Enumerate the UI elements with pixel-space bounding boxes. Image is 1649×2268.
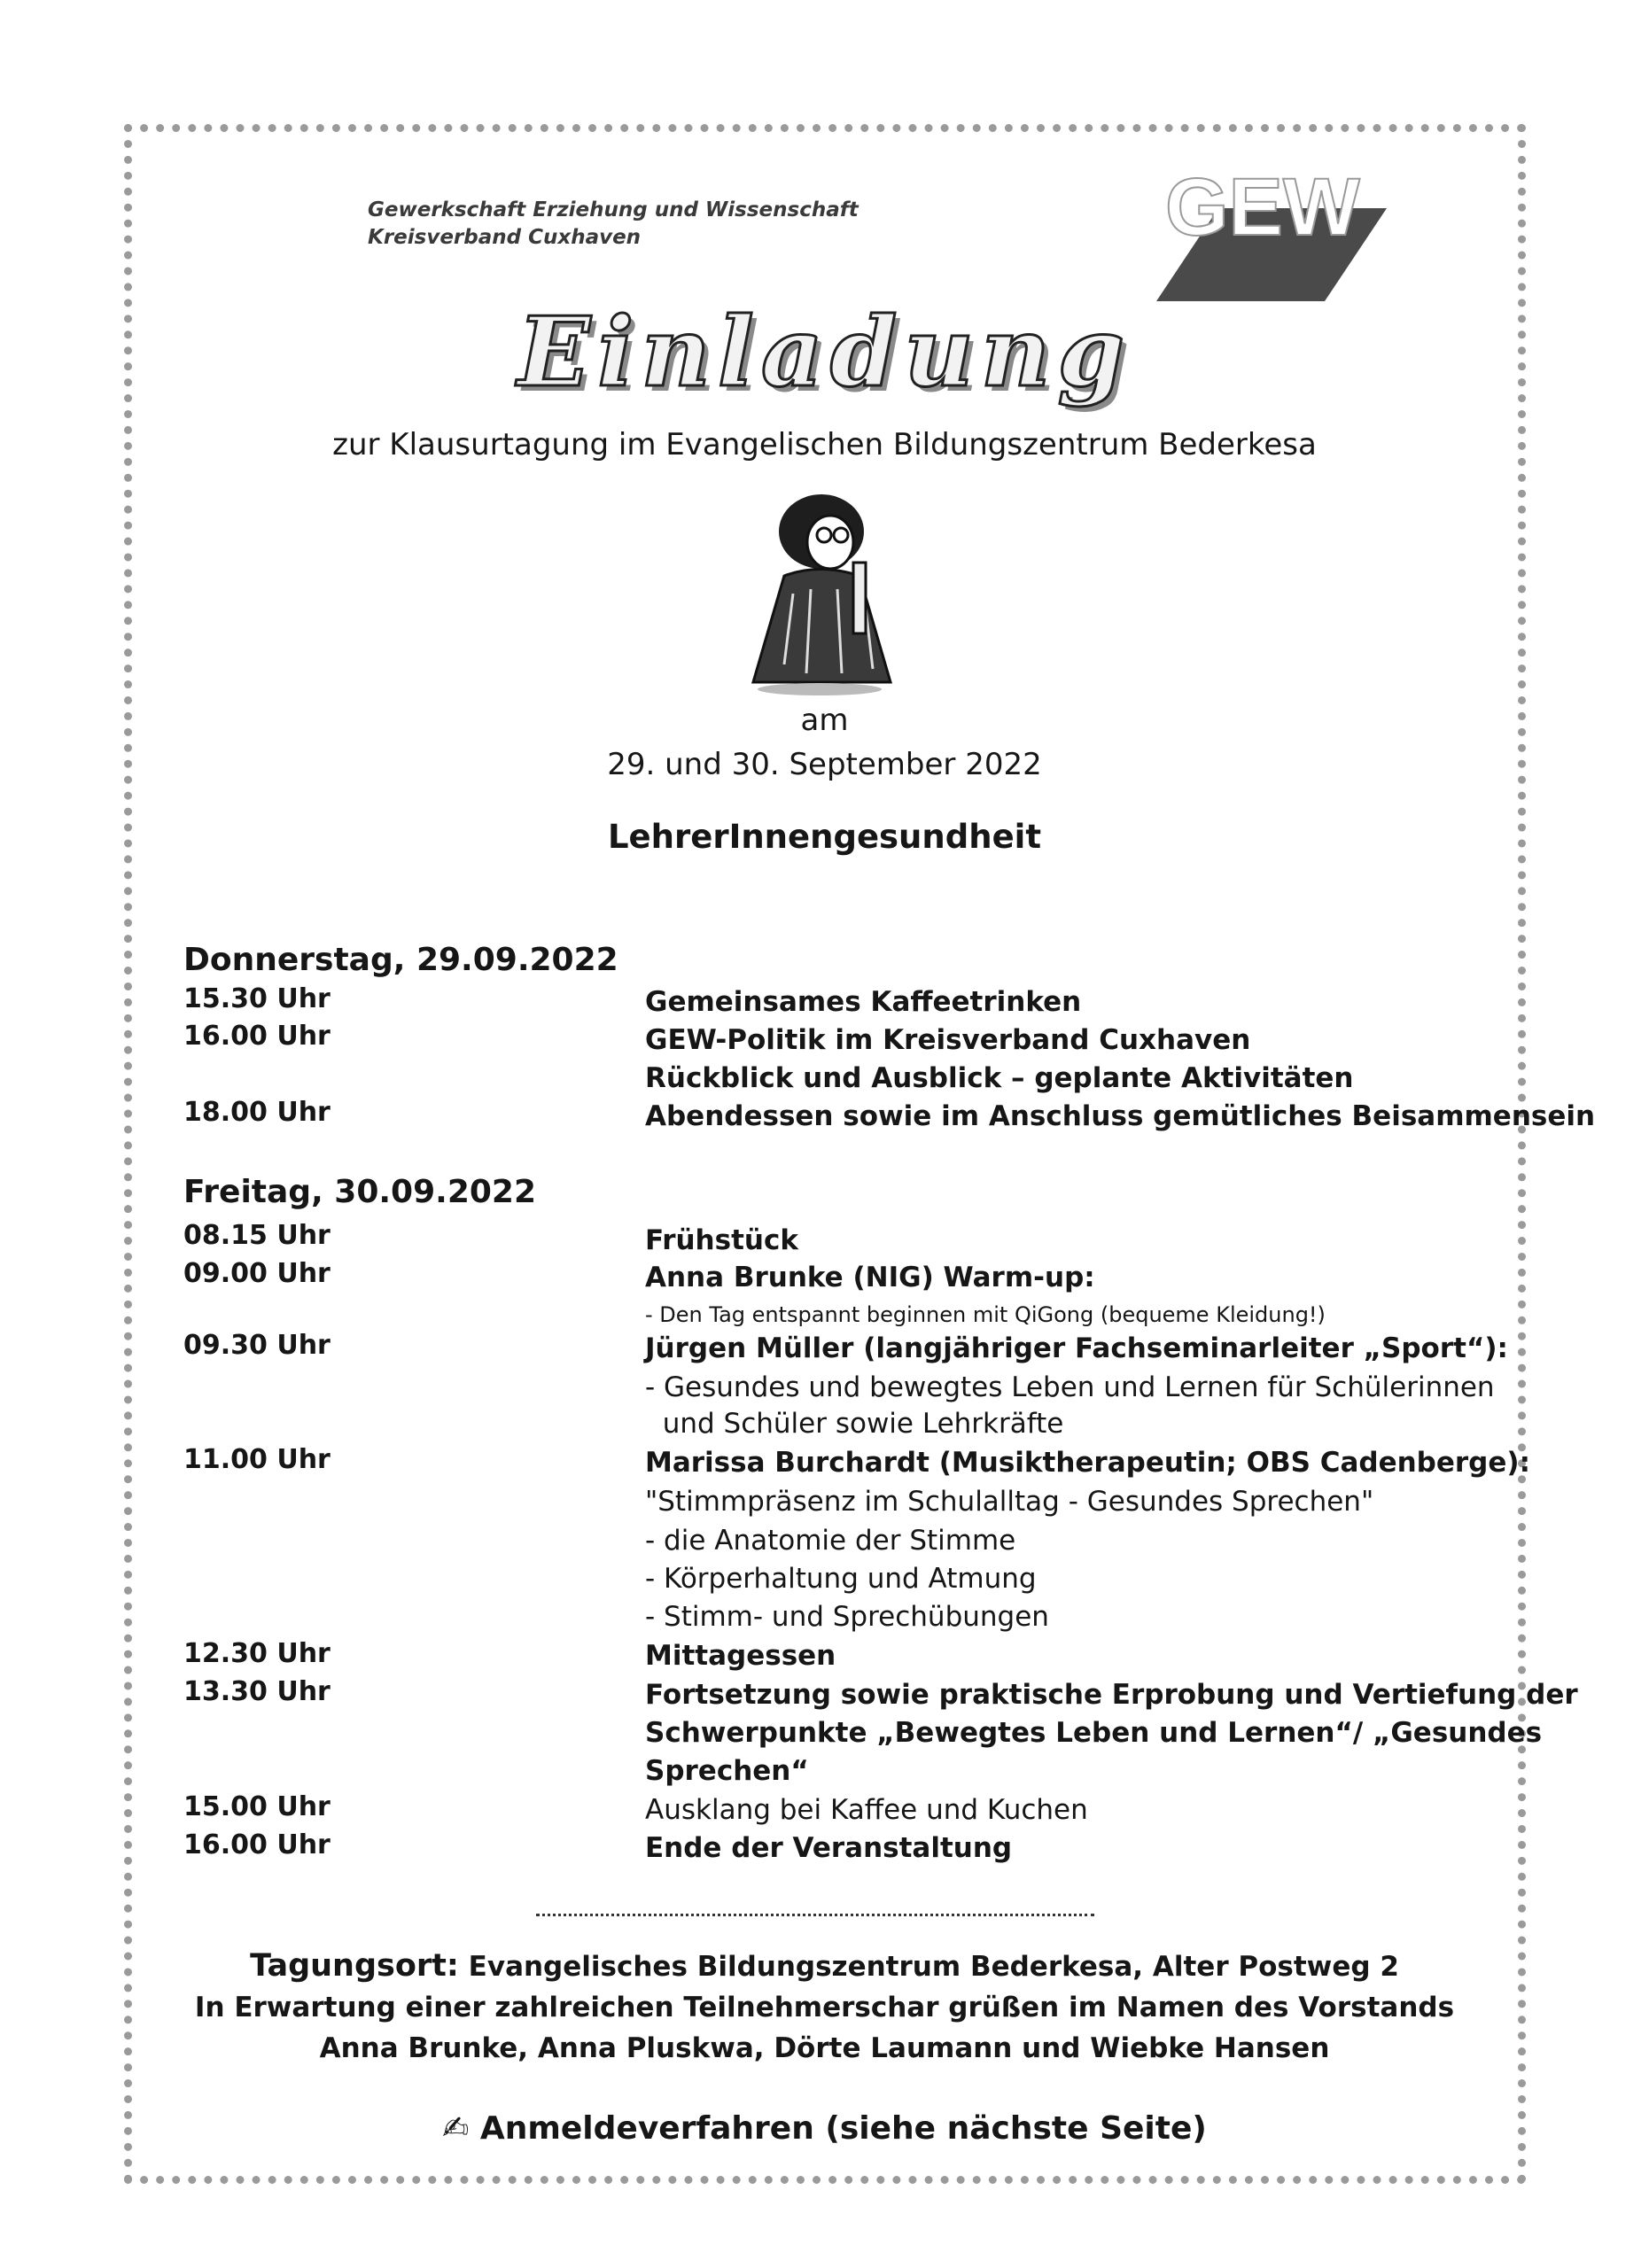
page-title: Einladung (517, 297, 1132, 408)
day2-event-2: Anna Brunke (NIG) Warm-up: (645, 1262, 1095, 1293)
day2-time-1: 08.15 Uhr (183, 1220, 331, 1251)
venue-label: Tagungsort: (250, 1948, 459, 1984)
gew-logo (1156, 164, 1387, 301)
day2-event-12: Mittagessen (645, 1640, 836, 1672)
gew-logo-text: GEW (1165, 164, 1360, 252)
day2-event-14: Schwerpunkte „Bewegtes Leben und Lernen“/ „Gesundes (645, 1717, 1543, 1749)
day2-event-8: "Stimmpräsenz im Schulalltag - Gesundes Sprechen" (645, 1486, 1374, 1518)
day2-event-17: Ende der Veranstaltung (645, 1832, 1013, 1864)
day2-time-8: 16.00 Uhr (183, 1829, 331, 1860)
day2-event-11: - Stimm- und Sprechübungen (645, 1601, 1049, 1633)
day2-time-2: 09.00 Uhr (183, 1258, 331, 1289)
day2-event-5: - Gesundes und bewegtes Leben und Lernen für Schülerinnen (645, 1371, 1495, 1403)
date-intro: am (800, 703, 849, 738)
day1-event-1: Gemeinsames Kaffeetrinken (645, 986, 1082, 1018)
day2-time-4: 11.00 Uhr (183, 1444, 331, 1475)
registration-note (0, 2110, 1649, 2147)
day1-time-1: 15.30 Uhr (183, 983, 331, 1014)
day2-event-16: Ausklang bei Kaffee und Kuchen (645, 1794, 1088, 1826)
venue-address: Evangelisches Bildungszentrum Bederkesa, Alter Postweg 2 (458, 1951, 1399, 1983)
day2-event-13: Fortsetzung sowie praktische Erprobung und Vertiefung der (645, 1679, 1578, 1711)
org-line-2: Kreisverband Cuxhaven (368, 226, 642, 249)
event-subtitle: zur Klausurtagung im Evangelischen Bildungszentrum Bederkesa (332, 427, 1317, 462)
day1-event-2: GEW-Politik im Kreisverband Cuxhaven (645, 1024, 1251, 1056)
registration-text: Anmeldeverfahren (siehe nächste Seite) (469, 2110, 1207, 2147)
dotted-separator (536, 1914, 1094, 1916)
day2-event-6: und Schüler sowie Lehrkräfte (645, 1408, 1064, 1440)
day2-time-5: 12.30 Uhr (183, 1638, 331, 1669)
org-line-1: Gewerkschaft Erziehung und Wissenschaft (368, 198, 859, 221)
day2-event-1: Frühstück (645, 1224, 798, 1256)
day2-heading: Freitag, 30.09.2022 (183, 1174, 537, 1210)
venue-block (0, 1946, 1649, 2069)
day2-time-6: 13.30 Uhr (183, 1676, 331, 1707)
day1-time-2: 16.00 Uhr (183, 1021, 331, 1052)
day2-event-10: - Körperhaltung und Atmung (645, 1563, 1037, 1595)
greeting-line: In Erwartung einer zahlreichen Teilnehmerschar grüßen im Namen des Vorstands (194, 1992, 1455, 2023)
day1-event-3: Rückblick und Ausblick – geplante Aktivitäten (645, 1062, 1354, 1094)
day2-event-9: - die Anatomie der Stimme (645, 1525, 1016, 1557)
day2-event-15: Sprechen“ (645, 1755, 809, 1787)
organizer-names: Anna Brunke, Anna Pluskwa, Dörte Laumann und Wiebke Hansen (319, 2032, 1330, 2064)
day2-event-4: Jürgen Müller (langjähriger Fachseminarleiter „Sport“): (645, 1332, 1508, 1364)
day1-time-3: 18.00 Uhr (183, 1097, 331, 1128)
day2-event-3: - Den Tag entspannt beginnen mit QiGong (bequeme Kleidung!) (645, 1302, 1326, 1327)
day2-time-3: 09.30 Uhr (183, 1330, 331, 1361)
venue-line (0, 1946, 1649, 1987)
day1-heading: Donnerstag, 29.09.2022 (183, 942, 618, 978)
event-date: 29. und 30. September 2022 (607, 747, 1042, 782)
day2-event-7: Marissa Burchardt (Musiktherapeutin; OBS Cadenberge): (645, 1447, 1530, 1479)
speaker-illustration (731, 478, 913, 695)
event-topic: LehrerInnengesundheit (607, 818, 1042, 856)
organization-name (368, 197, 859, 252)
writing-hand-icon: ✍ (442, 2110, 470, 2147)
day1-event-4: Abendessen sowie im Anschluss gemütliches Beisammensein (645, 1100, 1596, 1132)
day2-time-7: 15.00 Uhr (183, 1791, 331, 1822)
